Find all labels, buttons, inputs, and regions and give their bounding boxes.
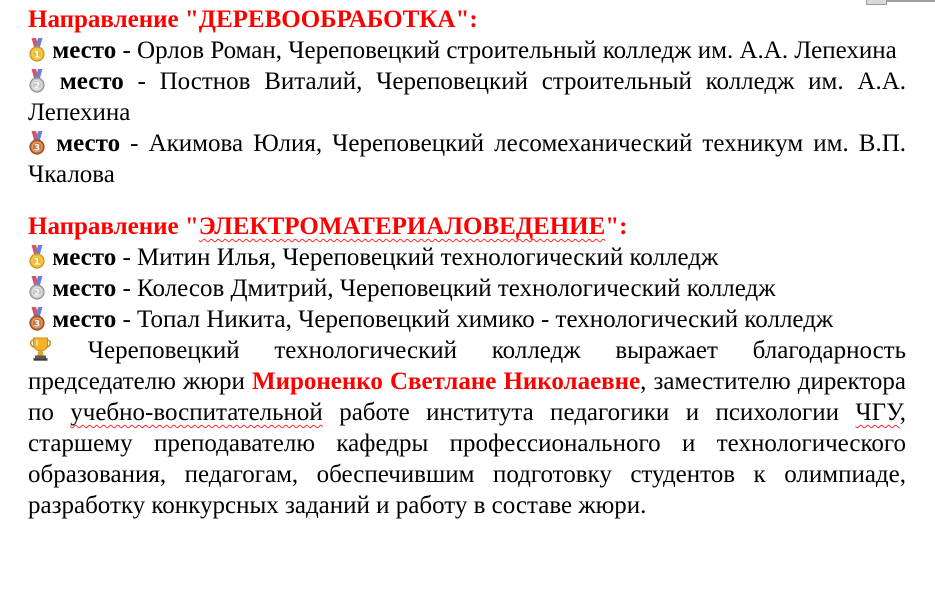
svg-text:3: 3 bbox=[33, 143, 41, 154]
gold-medal-icon bbox=[28, 38, 46, 62]
ack-jury-chair-name: Мироненко Светлане Николаевне bbox=[251, 368, 641, 395]
place-label: место bbox=[52, 306, 117, 333]
ack-text-misspelled: учебно-воспитательной bbox=[70, 399, 323, 426]
winner-text: - Орлов Роман, Череповецкий строительный колледж им. А.А. Лепехина bbox=[116, 37, 897, 64]
winner-line-gold bbox=[28, 242, 906, 273]
bronze-medal-icon bbox=[28, 131, 46, 155]
bronze-medal-icon bbox=[28, 307, 46, 331]
ack-text-misspelled: ЧГУ bbox=[855, 399, 900, 426]
winner-text: - Акимова Юлия, Череповецкий лесомеханический техникум им. В.П. Чкалова bbox=[28, 130, 907, 188]
section-heading-suffix: ": bbox=[605, 213, 628, 240]
gold-medal-icon bbox=[28, 245, 46, 269]
winner-text: - Топал Никита, Череповецкий химико - технологический колледж bbox=[116, 306, 834, 333]
ack-text: , заместителю директора по bbox=[28, 368, 906, 426]
winner-line-bronze bbox=[28, 128, 906, 190]
place-label: место bbox=[59, 68, 124, 95]
svg-text:2: 2 bbox=[33, 81, 41, 92]
silver-medal-icon bbox=[28, 69, 46, 93]
svg-text:1: 1 bbox=[33, 257, 41, 268]
winner-line-silver bbox=[28, 273, 906, 304]
acknowledgement-paragraph bbox=[28, 335, 906, 521]
winner-line-bronze bbox=[28, 304, 906, 335]
winner-text: - Митин Илья, Череповецкий технологический колледж bbox=[116, 244, 719, 271]
place-label: место bbox=[52, 275, 117, 302]
place-label: место bbox=[52, 244, 117, 271]
section-heading-prefix: Направление " bbox=[28, 213, 199, 240]
winner-line-gold bbox=[28, 35, 906, 66]
silver-medal-icon bbox=[28, 276, 46, 300]
window-edge-line bbox=[887, 0, 935, 2]
ack-text: Череповецкий технологический колледж выражает благодарность председателю жюри bbox=[28, 337, 906, 395]
trophy-icon bbox=[28, 336, 53, 362]
section-heading-woodworking bbox=[28, 4, 906, 35]
ack-text: работе института педагогики и психологии bbox=[322, 399, 856, 426]
svg-text:1: 1 bbox=[33, 50, 41, 61]
place-label: место bbox=[52, 37, 117, 64]
svg-text:3: 3 bbox=[33, 319, 41, 330]
ack-text: , старшему преподавателю кафедры профессионального и технологического образования, педагогам, обеспечившим подготовку студентов к олимпиаде, разработку конкурсных заданий и работу в составе жюри. bbox=[28, 399, 906, 519]
winner-text: - Постнов Виталий, Череповецкий строительный колледж им. А.А. Лепехина bbox=[28, 68, 906, 126]
document-body bbox=[28, 4, 906, 521]
winner-line-silver bbox=[28, 66, 906, 128]
place-label: место bbox=[56, 130, 121, 157]
section-heading-text: Направление "ДЕРЕВООБРАБОТКА": bbox=[28, 6, 478, 33]
section-heading-term-misspelled: ЭЛЕКТРОМАТЕРИАЛОВЕДЕНИЕ bbox=[198, 213, 606, 240]
section-heading-electromaterials bbox=[28, 211, 906, 242]
winner-text: - Колесов Дмитрий, Череповецкий технологический колледж bbox=[116, 275, 776, 302]
svg-text:2: 2 bbox=[33, 288, 41, 299]
